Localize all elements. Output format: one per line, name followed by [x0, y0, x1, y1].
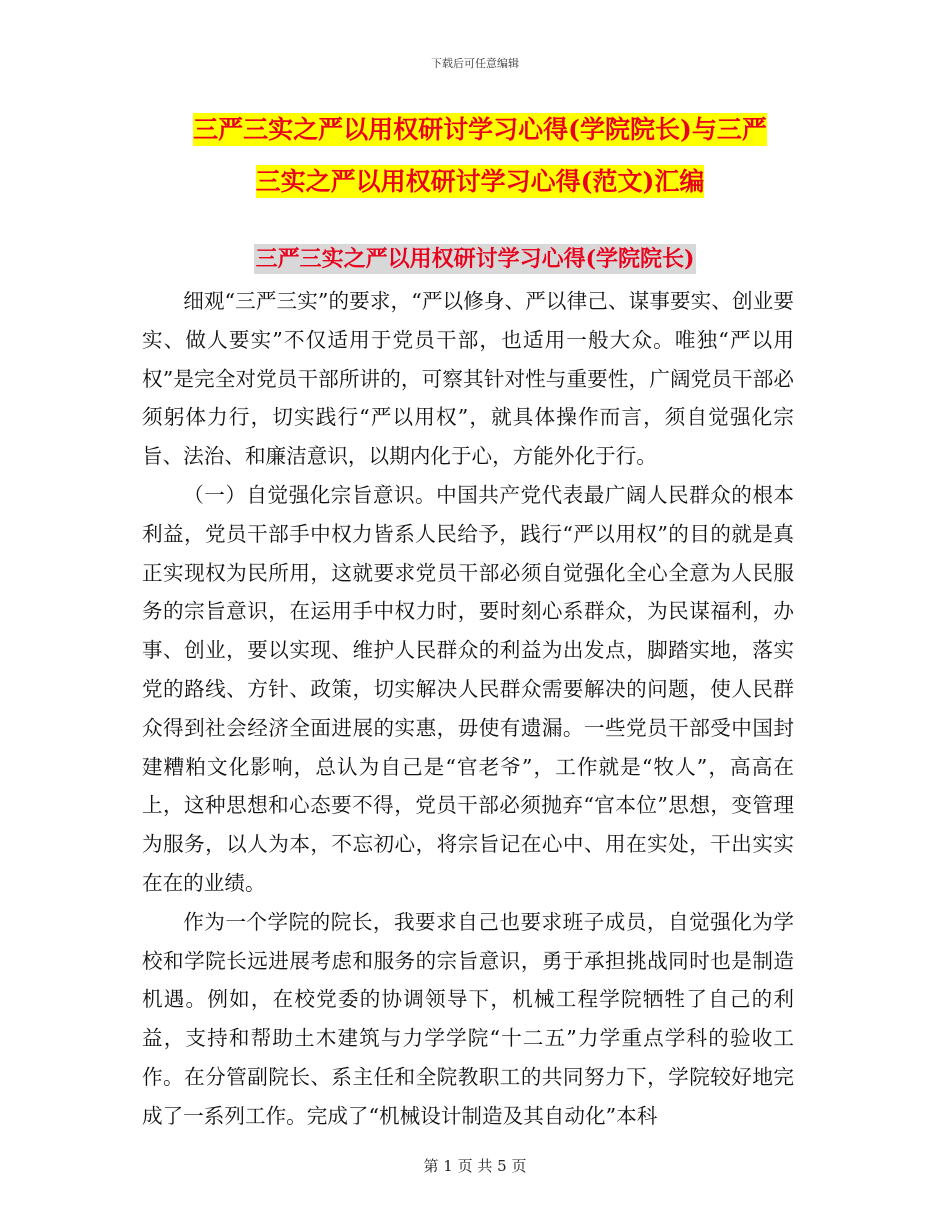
- title-line-1: 三严三实之严以用权研讨学习心得(学院院长)与三严: [193, 115, 767, 144]
- section-title: [0, 242, 950, 273]
- header-note: 下载后可任意编辑: [431, 57, 519, 70]
- title-line-2: 三实之严以用权研讨学习心得(范文)汇编: [255, 167, 705, 196]
- page-footer: 第 1 页 共 5 页: [423, 1157, 527, 1175]
- paragraph: 细观“三严三实”的要求，“严以修身、严以律己、谋事要实、创业要实、做人要实”不仅适用于党员干部，也适用一般大众。唯独“严以用权”是完全对党员干部所讲的，可察其针对性与重要性，广阔党员干部必须躬体力行，切实践行“严以用权”，就具体操作而言，须自觉强化宗旨、法治、和廉洁意识，以期内化于心，方能外化于行。: [142, 289, 794, 469]
- paragraph: 作为一个学院的院长，我要求自己也要求班子成员，自觉强化为学校和学院长远进展考虑和服务的宗旨意识，勇于承担挑战同时也是制造机遇。例如，在校党委的协调领导下，机械工程学院牺牲了自己的利益，支持和帮助土木建筑与力学学院“十二五”力学重点学科的验收工作。在分管副院长、系主任和全院教职工的共同努力下，学院较好地完成了一系列工作。完成了“机械设计制造及其自动化”本科: [142, 909, 794, 1128]
- section-title-text: 三严三实之严以用权研讨学习心得(学院院长): [255, 246, 695, 272]
- paragraph: （一）自觉强化宗旨意识。中国共产党代表最广阔人民群众的根本利益，党员干部手中权力皆系人民给予，践行“严以用权”的目的就是真正实现权为民所用，这就要求党员干部必须自觉强化全心全意为人民服务的宗旨意识，在运用手中权力时，要时刻心系群众，为民谋福利，办事、创业，要以实现、维护人民群众的利益为出发点，脚踏实地，落实党的路线、方针、政策，切实解决人民群众需要解决的问题，使人民群众得到社会经济全面进展的实惠，毋使有遗漏。一些党员干部受中国封建糟粕文化影响，总认为自己是“官老爷”，工作就是“牧人”，高高在上，这种思想和心态要不得，党员干部必须抛弃“官本位”思想，变管理为服务，以人为本，不忘初心，将宗旨记在心中、用在实处，干出实实在在的业绩。: [142, 482, 794, 895]
- body-text: [142, 282, 794, 1136]
- document-title: [150, 104, 810, 208]
